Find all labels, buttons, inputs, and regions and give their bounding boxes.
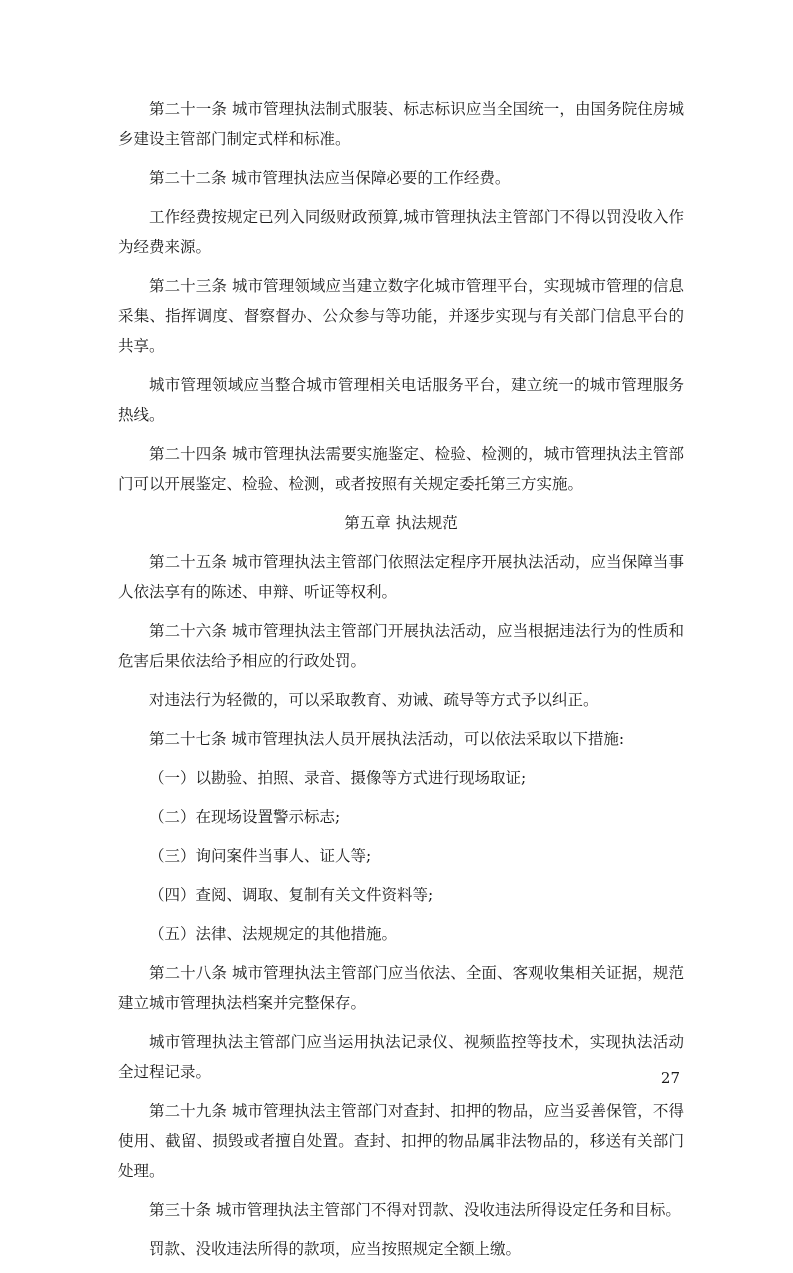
article-27-item-5: （五）法律、法规规定的其他措施。 [149,925,398,943]
page-number: 27 [660,1069,680,1087]
article-21: 第二十一条 城市管理执法制式服装、标志标识应当全国统一，由国务院住房城乡建设主管部门制定式样和标准。 [118,100,684,148]
article-26-paragraph-2: 对违法行为轻微的，可以采取教育、劝诫、疏导等方式予以纠正。 [149,691,599,709]
article-27-item-1: （一）以勘验、拍照、录音、摄像等方式进行现场取证; [149,769,527,787]
article-22-paragraph-2: 工作经费按规定已列入同级财政预算,城市管理执法主管部门不得以罚没收入作为经费来源。 [118,208,684,256]
article-27: 第二十七条 城市管理执法人员开展执法活动，可以依法采取以下措施: [149,730,625,748]
chapter-5-heading: 第五章 执法规范 [344,514,458,532]
article-24: 第二十四条 城市管理执法需要实施鉴定、检验、检测的，城市管理执法主管部门可以开展鉴定、检验、检测，或者按照有关规定委托第三方实施。 [118,445,684,493]
article-25: 第二十五条 城市管理执法主管部门依照法定程序开展执法活动，应当保障当事人依法享有的陈述、申辩、听证等权利。 [118,553,684,601]
article-27-item-4: （四）查阅、调取、复制有关文件资料等; [149,886,434,904]
article-28: 第二十八条 城市管理执法主管部门应当依法、全面、客观收集相关证据，规范建立城市管理执法档案并完整保存。 [118,964,684,1012]
article-27-item-3: （三）询问案件当事人、证人等; [149,847,372,865]
article-27-item-2: （二）在现场设置警示标志; [149,808,341,826]
article-30-paragraph-2: 罚款、没收违法所得的款项，应当按照规定全额上缴。 [149,1240,522,1258]
article-23-paragraph-2: 城市管理领域应当整合城市管理相关电话服务平台，建立统一的城市管理服务热线。 [118,376,684,424]
article-28-paragraph-2: 城市管理执法主管部门应当运用执法记录仪、视频监控等技术，实现执法活动全过程记录。 [118,1033,684,1081]
article-30: 第三十条 城市管理执法主管部门不得对罚款、没收违法所得设定任务和目标。 [149,1201,681,1219]
article-22: 第二十二条 城市管理执法应当保障必要的工作经费。 [149,169,511,187]
article-26: 第二十六条 城市管理执法主管部门开展执法活动，应当根据违法行为的性质和危害后果依法给予相应的行政处罚。 [118,622,684,670]
article-29: 第二十九条 城市管理执法主管部门对查封、扣押的物品，应当妥善保管，不得使用、截留、损毁或者擅自处置。查封、扣押的物品属非法物品的，移送有关部门处理。 [118,1102,684,1180]
document-body [118,94,684,1273]
article-23: 第二十三条 城市管理领域应当建立数字化城市管理平台，实现城市管理的信息采集、指挥调度、督察督办、公众参与等功能，并逐步实现与有关部门信息平台的共享。 [118,277,684,355]
